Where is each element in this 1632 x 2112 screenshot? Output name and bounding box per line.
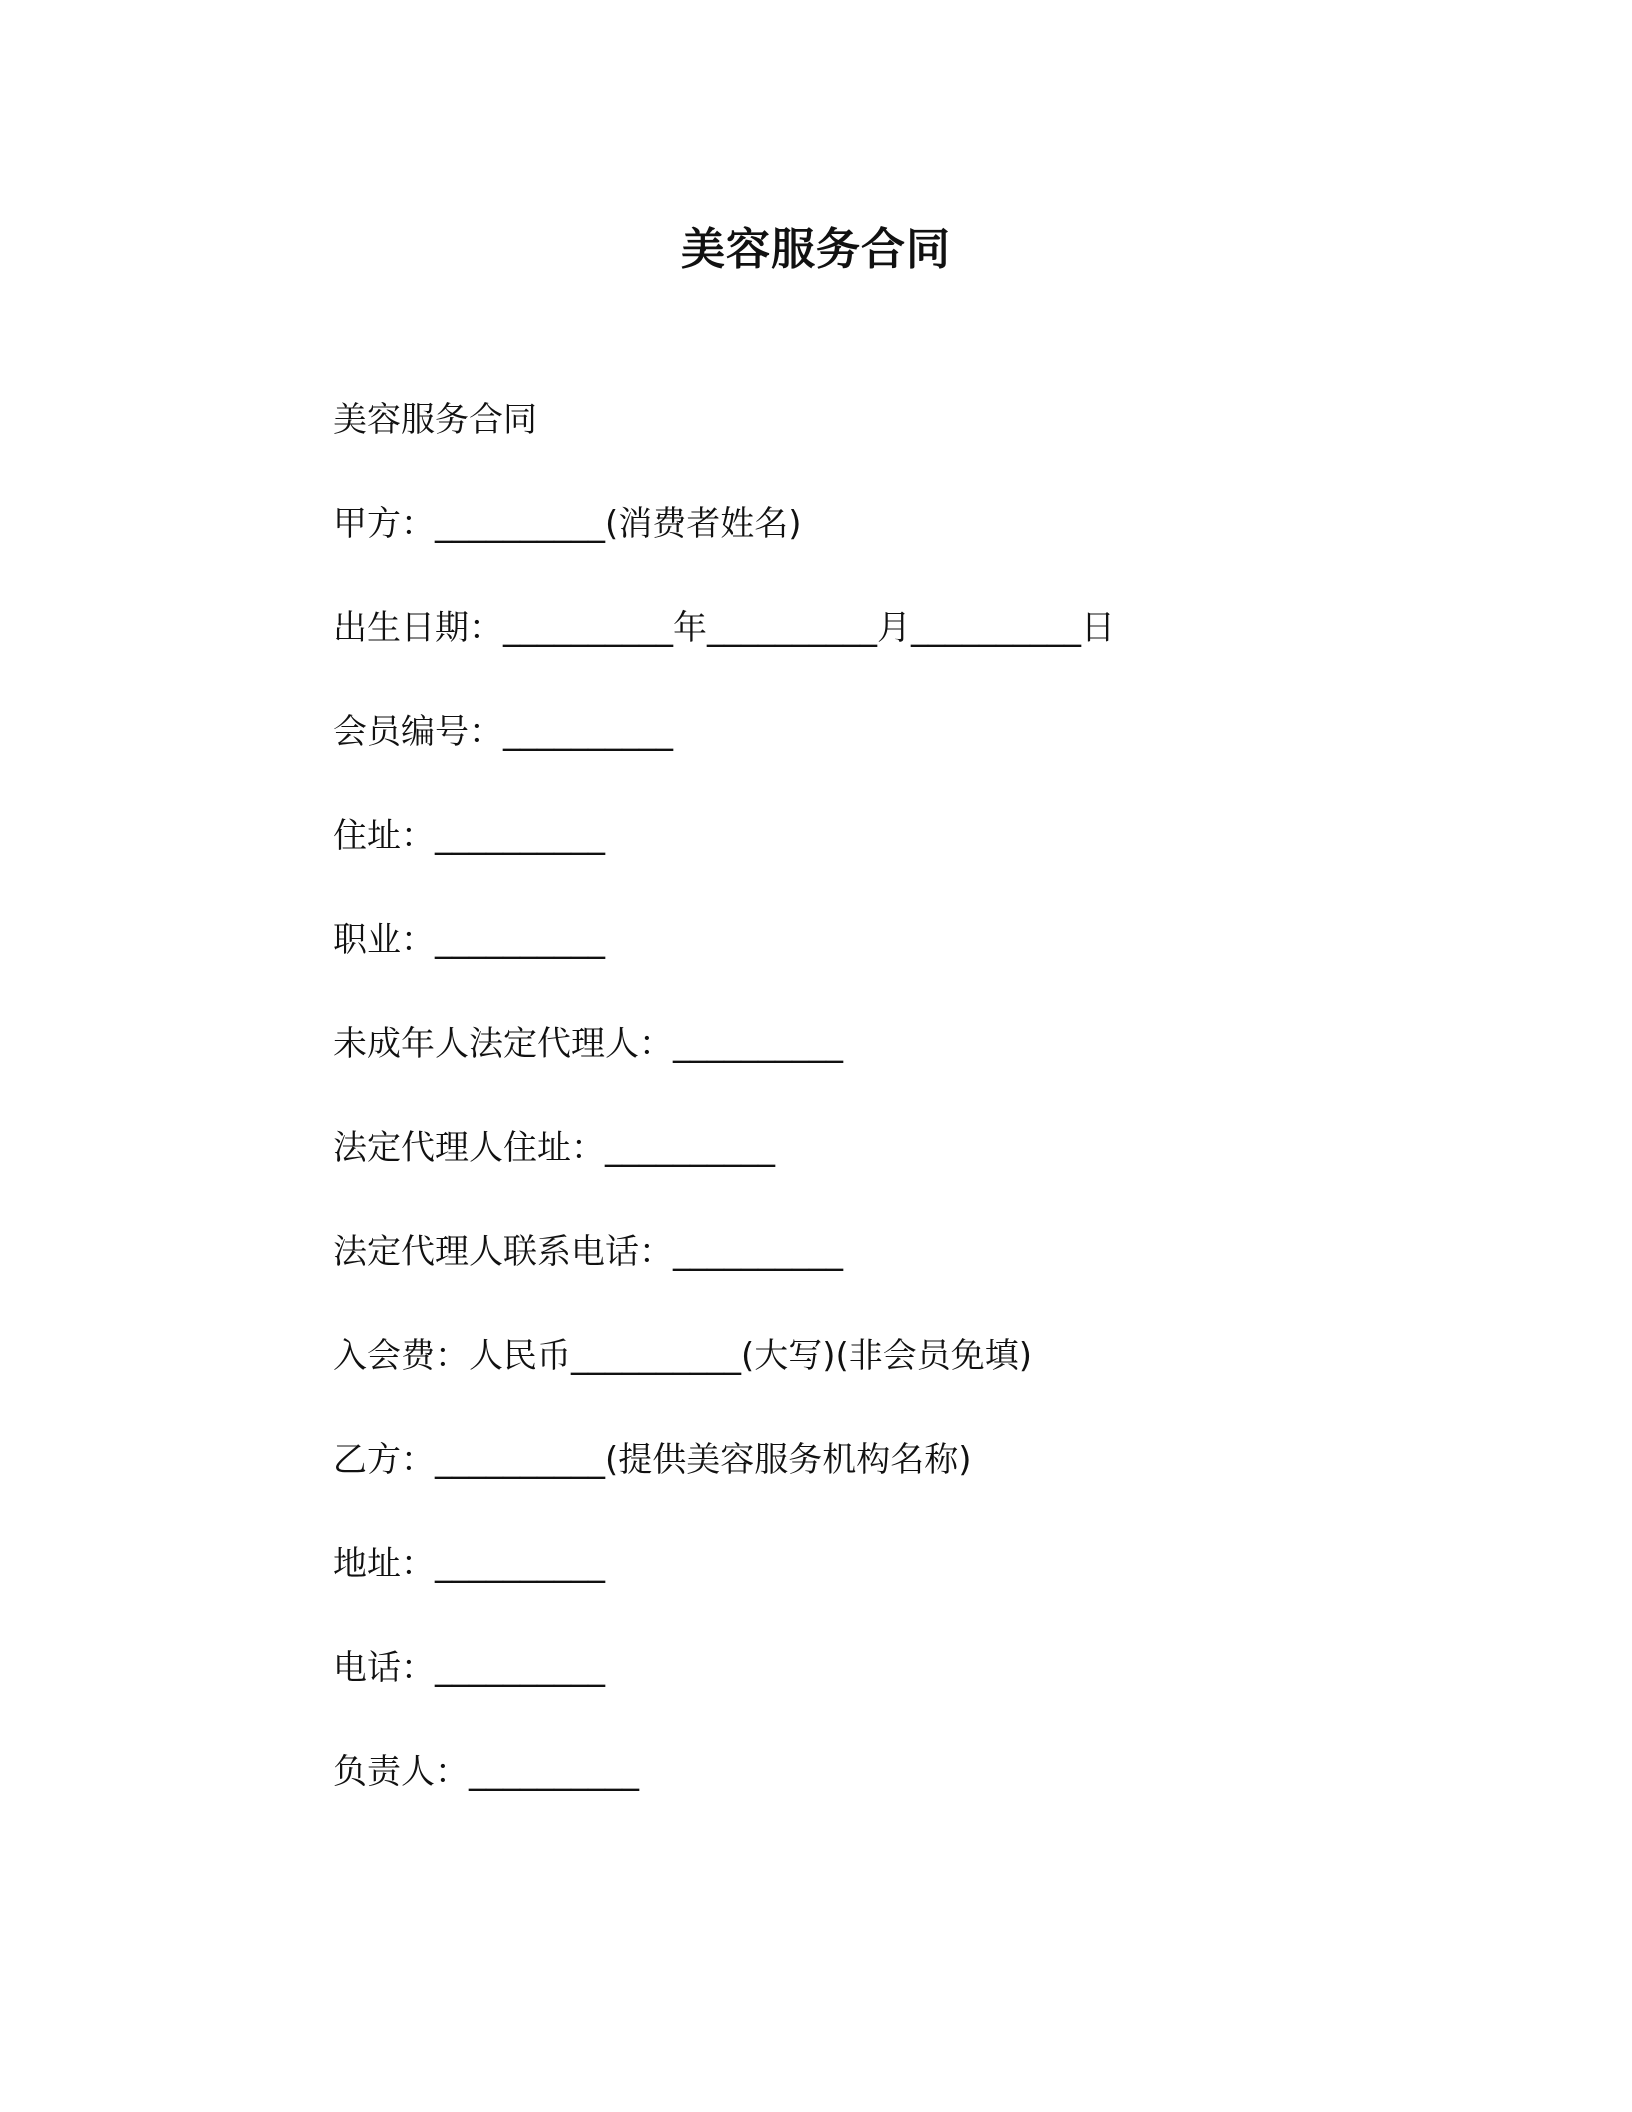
member-number-line: 会员编号：__________: [333, 712, 673, 752]
party-b-line: 乙方：__________(提供美容服务机构名称): [333, 1440, 972, 1480]
party-b-address-line: 地址：__________: [333, 1544, 605, 1584]
responsible-person-line: 负责人：__________: [333, 1752, 639, 1792]
party-a-line: 甲方：__________(消费者姓名): [333, 504, 802, 544]
party-b-phone-line: 电话：__________: [333, 1648, 605, 1688]
minor-guardian-line: 未成年人法定代理人：__________: [333, 1024, 843, 1064]
guardian-phone-line: 法定代理人联系电话：__________: [333, 1232, 843, 1272]
membership-fee-line: 入会费：人民币__________(大写)(非会员免填): [333, 1336, 1033, 1376]
residence-line: 住址：__________: [333, 816, 605, 856]
document-title: 美容服务合同: [681, 224, 951, 275]
guardian-address-line: 法定代理人住址：__________: [333, 1128, 775, 1168]
birth-date-line: 出生日期：__________年__________月__________日: [333, 608, 1115, 648]
document-body: [333, 390, 1433, 1846]
subtitle-line: 美容服务合同: [333, 400, 537, 440]
occupation-line: 职业：__________: [333, 920, 605, 960]
